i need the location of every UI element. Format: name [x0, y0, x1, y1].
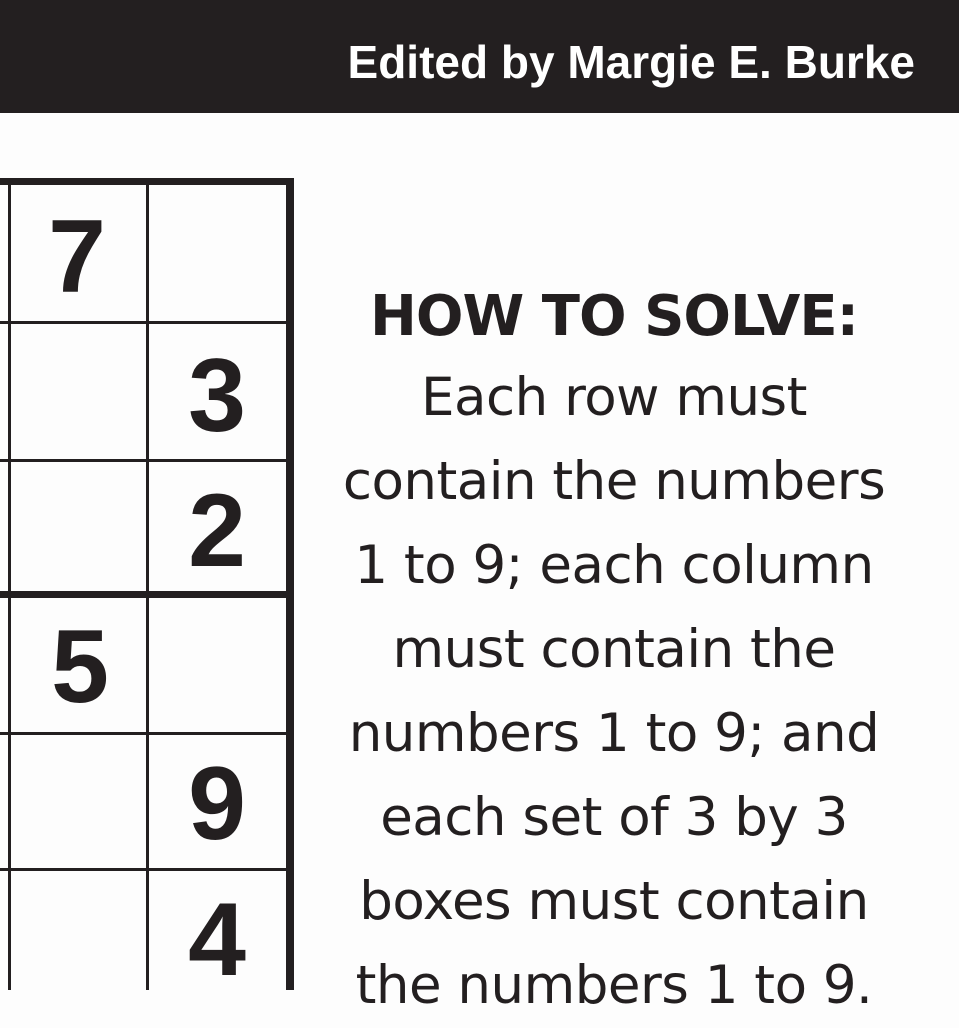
cell-digit: 4 [188, 882, 246, 998]
grid-box-line-h [0, 591, 290, 598]
cell-digit: 9 [188, 746, 246, 862]
grid-line-h3 [0, 732, 290, 735]
editor-credit: Edited by Margie E. Burke [347, 36, 915, 88]
grid-line-h4 [0, 868, 290, 871]
cell-digit: 7 [48, 199, 106, 315]
cell-digit: 5 [51, 609, 109, 725]
instructions-title: HOW TO SOLVE: [370, 284, 858, 349]
cell-digit: 3 [188, 338, 246, 454]
instructions-panel [300, 278, 928, 1028]
cell-digit: 2 [188, 473, 246, 589]
grid-line-h1 [0, 321, 290, 324]
grid-line-h2 [0, 459, 290, 462]
instructions-body: Each row must contain the numbers 1 to 9; each column must contain the numbers 1 to 9; and each set of 3 by 3 boxes must contain the numbers 1 to 9. [342, 367, 886, 1016]
